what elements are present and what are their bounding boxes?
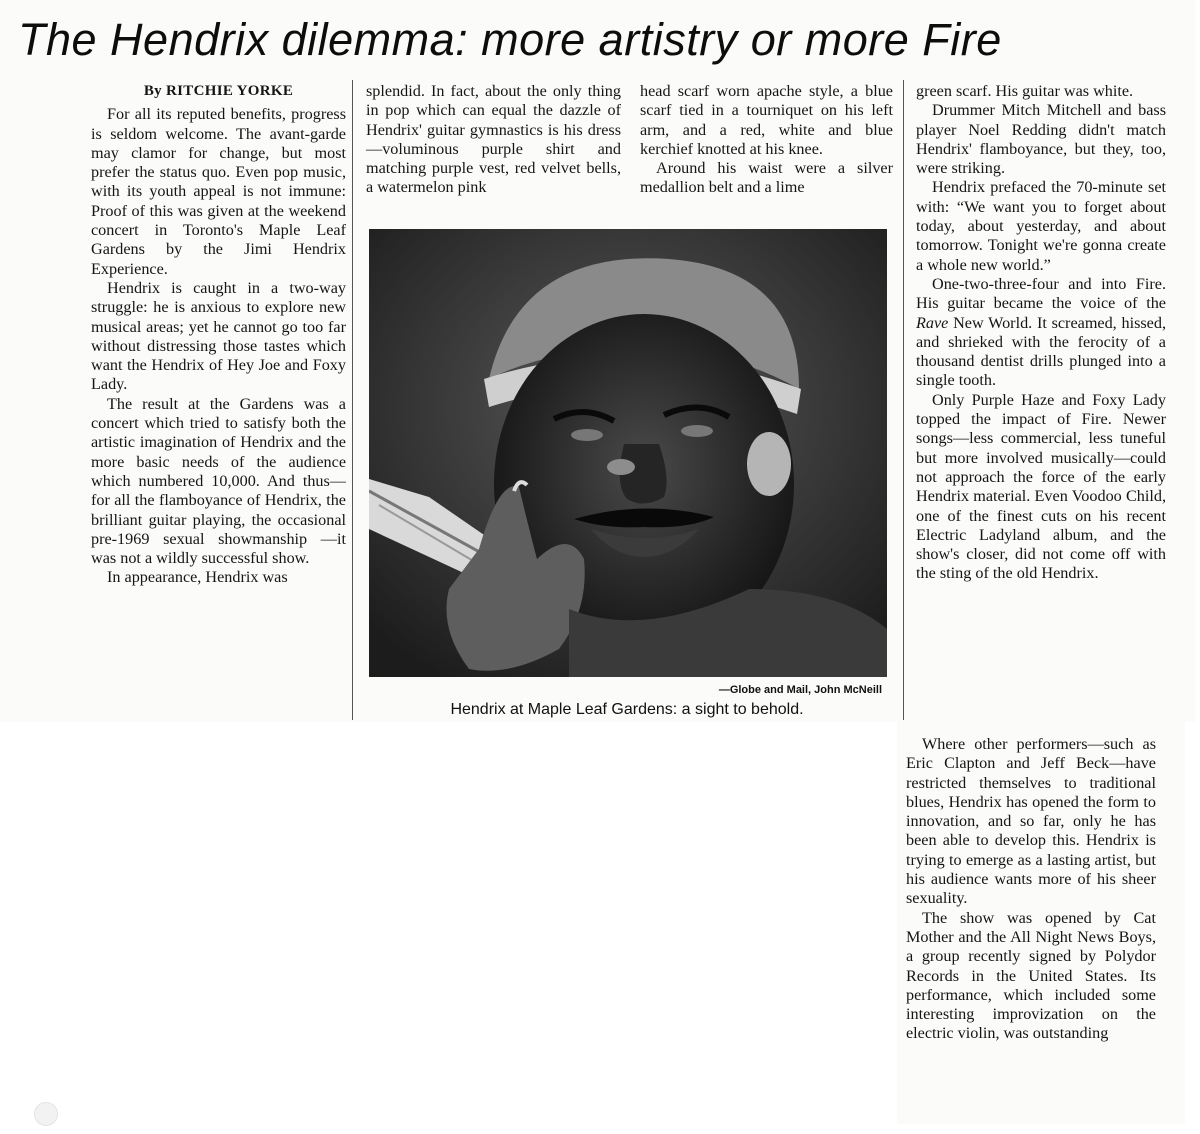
byline: By RITCHIE YORKE — [143, 83, 294, 99]
headline: The Hendrix dilemma: more artistry or more Fire — [18, 14, 1002, 65]
hendrix-photo — [369, 229, 887, 677]
binder-hole-bottom — [34, 1102, 58, 1126]
column-rule — [903, 80, 904, 720]
paragraph: Where other performers—such as Eric Clapton and Jeff Beck—have restricted themselves to traditional blues, Hendrix has opened the form to innovation, and so far, only he has been able to develop this. Hendrix is trying to emerge as a lasting artist, but his audience wants more of his sheer sexuality. — [906, 735, 1156, 908]
column-4 — [916, 82, 1166, 584]
paragraph-text: One-two-three-four and into Fire. His guitar became the voice of the — [916, 274, 1166, 313]
column-2 — [366, 82, 621, 198]
hendrix-portrait-image — [369, 229, 887, 677]
paragraph: Hendrix prefaced the 70-minute set with: “We want you to forget about today, about yesterday, and about tomorrow. Tonight we're gonna create a whole new world.” — [916, 178, 1166, 274]
paragraph-text: New World. It screamed, hissed, and shrieked with the ferocity of a thousand dentist drills plunged into a single tooth. — [916, 313, 1166, 390]
paragraph: Around his waist were a silver medallion belt and a lime — [640, 159, 893, 197]
paragraph — [916, 275, 1166, 391]
photo-caption: Hendrix at Maple Leaf Gardens: a sight to behold. — [450, 701, 804, 718]
column-1 — [91, 82, 346, 718]
paragraph: Only Purple Haze and Foxy Lady topped the impact of Fire. Newer songs—less commercial, less tuneful but more involved musically—could not approach the force of the early Hendrix material. Even Voodoo Child, one of the finest cuts on his recent Electric Ladyland album, and the show's closer, did not come off with the sting of the old Hendrix. — [916, 390, 1166, 583]
paragraph: splendid. In fact, about the only thing in pop which can equal the dazzle of Hendrix' guitar gymnastics is his dress —voluminous purple shirt and matching purple vest, red velvet bells, a watermelon pink — [366, 82, 621, 197]
paragraph: green scarf. His guitar was white. — [916, 82, 1134, 100]
paragraph: Hendrix is caught in a two-way struggle: he is anxious to explore new musical areas; yet he cannot go too far without distressing those tastes which want the Hendrix of Hey Joe and Foxy Lady. — [91, 278, 346, 394]
paragraph: The show was opened by Cat Mother and the All Night News Boys, a group recently signed by Polydor Records in the United States. Its performance, which included some interesting improvization on the electric violin, was outstanding — [906, 908, 1156, 1043]
paragraph: head scarf worn apache style, a blue scarf tied in a tourniquet on his left arm, and a red, white and blue kerchief knotted at his knee. — [640, 82, 893, 158]
paragraph: The result at the Gardens was a concert which tried to satisfy both the artistic imagination of Hendrix and the more basic needs of the audience which numbered 10,000. And thus—for all the flamboyance of Hendrix, the brilliant guitar playing, the occasional pre-1969 sexual showmanship —it was not a wildly successful show. — [91, 394, 346, 568]
paragraph: For all its reputed benefits, progress is seldom welcome. The avant-garde may clamor for change, but most prefer the status quo. Even pop music, with its youth appeal is not immune: Proof of this was given at the weekend concert in Toronto's Maple Leaf Gardens by the Jimi Hendrix Experience. — [91, 105, 346, 278]
photo-credit: —Globe and Mail, John McNeill — [718, 684, 882, 696]
paragraph: Drummer Mitch Mitchell and bass player Noel Redding didn't match Hendrix' flamboyance, but they, too, were striking. — [916, 101, 1166, 178]
paragraph-italic: Rave — [916, 313, 949, 332]
column-5 — [906, 735, 1156, 1044]
column-3 — [640, 82, 893, 198]
column-rule — [352, 80, 353, 720]
paragraph: In appearance, Hendrix was — [107, 568, 288, 587]
